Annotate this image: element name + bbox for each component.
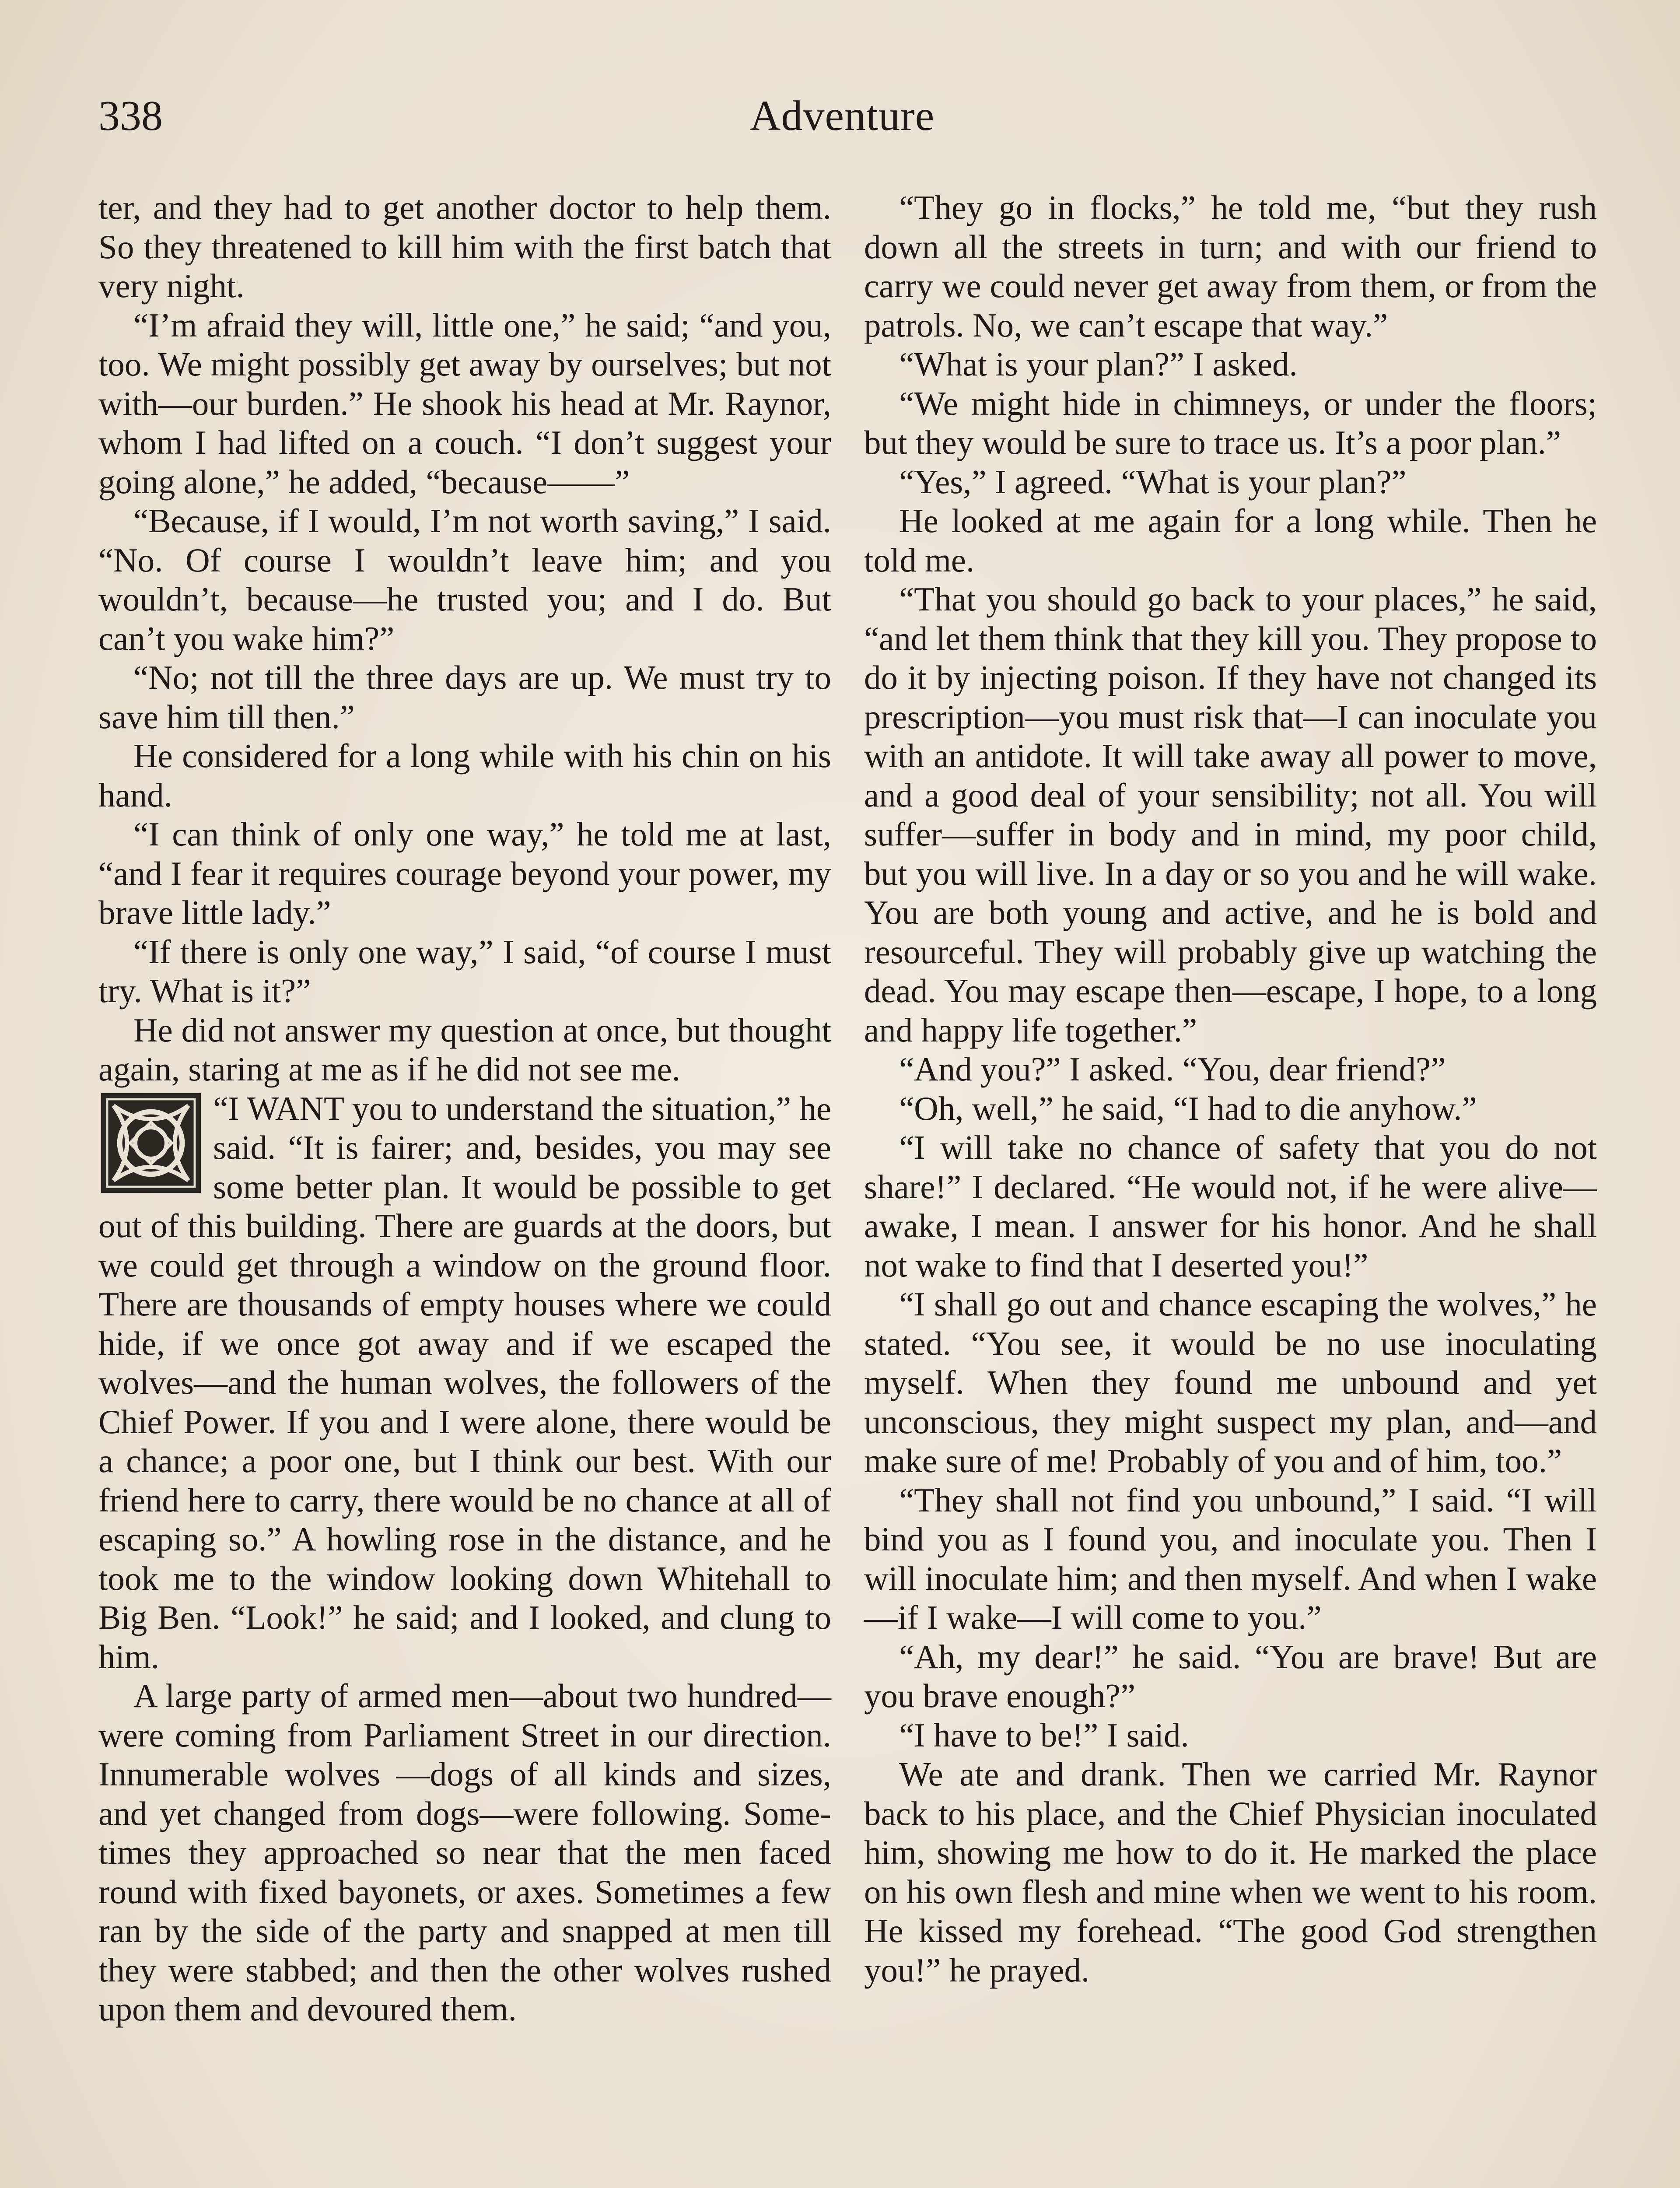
paragraph: “No; not till the three days are up. We must try to save him till then.” bbox=[98, 659, 831, 736]
paragraph: We ate and drank. Then we carried Mr. Raynor back to his place, and the Chief Physician inoculated him, showing me how to do it. He marked the place on his own flesh and mine when we went to his room. He kissed my forehead. “The good God strengthen you!” he prayed. bbox=[864, 1755, 1597, 1989]
paragraph: “Because, if I would, I’m not worth saving,” I said. “No. Of course I wouldn’t leave him; and you wouldn’t, because—he trusted you; and I do. But can’t you wake him?” bbox=[98, 502, 831, 657]
paragraph: “Ah, my dear!” he said. “You are brave! But are you brave enough?” bbox=[864, 1637, 1597, 1715]
paragraph: “And you?” I asked. “You, dear friend?” bbox=[899, 1050, 1446, 1088]
running-header bbox=[98, 90, 1586, 151]
page-number: 338 bbox=[98, 92, 163, 140]
paragraph: “I WANT you to understand the situation,” he said. “It is fairer; and, besides, you may see some better plan. It would be possible to get out of this building. There are guards at the doors, but we could get through a window on the ground floor. There are thousands of empty houses where we could hide, if we once got away and if we escaped the wolves—and the human wolves, the followers of the Chief Power. If you and I were alone, there would be a chance; a poor one, but I think our best. With our friend here to carry, there would be no chance at all of escaping so.” A howling rose in the distance, and he took me to the window looking down Whitehall to Big Ben. “Look!” he said; and I looked, and clung to him. bbox=[98, 1089, 831, 1676]
paragraph: “What is your plan?” I asked. bbox=[899, 345, 1298, 383]
paragraph: “We might hide in chimneys, or under the floors; but they would be sure to trace us. It’s a poor plan.” bbox=[864, 384, 1597, 461]
paragraph: He considered for a long while with his chin on his hand. bbox=[98, 737, 831, 814]
paragraph: “Yes,” I agreed. “What is your plan?” bbox=[899, 463, 1407, 501]
paragraph: A large party of armed men—about two hundred—were coming from Parliament Street in our direction. Innumerable wolves —dogs of all kinds and sizes, and yet changed from dogs—were following. Sometimes they approached so near that the men faced round with fixed bayonets, or axes. Sometimes a few ran by the side of the party and snapped at men till they were stabbed; and then the other wolves rushed upon them and devoured them. bbox=[98, 1677, 831, 2028]
text-column-right bbox=[864, 188, 1597, 2188]
paragraph: “I shall go out and chance escaping the wolves,” he stated. “You see, it would be no use inoculating myself. When they found me unbound and yet unconscious, they might suspect my plan, and—and make sure of me! Probably of you and of him, too.” bbox=[864, 1285, 1597, 1480]
paragraph: ter, and they had to get another doctor to help them. So they threatened to kill him with the first batch that very night. bbox=[98, 189, 831, 305]
celtic-knot-ornament-icon bbox=[98, 1091, 203, 1195]
text-column-left bbox=[98, 188, 831, 2188]
paragraph: “I can think of only one way,” he told me at last, “and I fear it requires courage beyond your power, my brave little lady.” bbox=[98, 815, 831, 931]
paragraph: “That you should go back to your places,” he said, “and let them think that they kill you. They propose to do it by injecting poison. If they have not changed its prescription—you must risk that—I can inoculate you with an antidote. It will take away all power to move, and a good deal of your sensibility; not all. You will suffer—suffer in body and in mind, my poor child, but you will live. In a day or so you and he will wake. You are both young and active, and he is bold and resourceful. They will probably give up watching the dead. You may escape then—escape, I hope, to a long and happy life together.” bbox=[864, 580, 1597, 1049]
paragraph: “I will take no chance of safety that you do not share!” I declared. “He would not, if he were alive—awake, I mean. I answer for his honor. And he shall not wake to find that I deserted you!” bbox=[864, 1129, 1597, 1284]
paragraph: “They shall not find you unbound,” I said. “I will bind you as I found you, and inoculate you. Then I will inoculate him; and then myself. And when I wake—if I wake—I will come to you.” bbox=[864, 1481, 1597, 1636]
paragraph: He did not answer my question at once, but thought again, staring at me as if he did not see me. bbox=[98, 1011, 831, 1088]
paragraph: “If there is only one way,” I said, “of course I must try. What is it?” bbox=[98, 933, 831, 1010]
paragraph: “They go in flocks,” he told me, “but they rush down all the streets in turn; and with our friend to carry we could never get away from them, or from the patrols. No, we can’t escape that way.” bbox=[864, 189, 1597, 344]
paragraph: “I have to be!” I said. bbox=[899, 1716, 1189, 1754]
paragraph: “I’m afraid they will, little one,” he said; “and you, too. We might possibly get away by ourselves; but not with—our burden.” He shook his head at Mr. Raynor, whom I had lifted on a couch. “I don’t suggest your going alone,” he added, “because——” bbox=[98, 306, 831, 501]
magazine-title: Adventure bbox=[749, 92, 935, 140]
paragraph: “Oh, well,” he said, “I had to die anyhow.” bbox=[899, 1089, 1477, 1127]
paragraph: He looked at me again for a long while. Then he told me. bbox=[864, 502, 1597, 579]
